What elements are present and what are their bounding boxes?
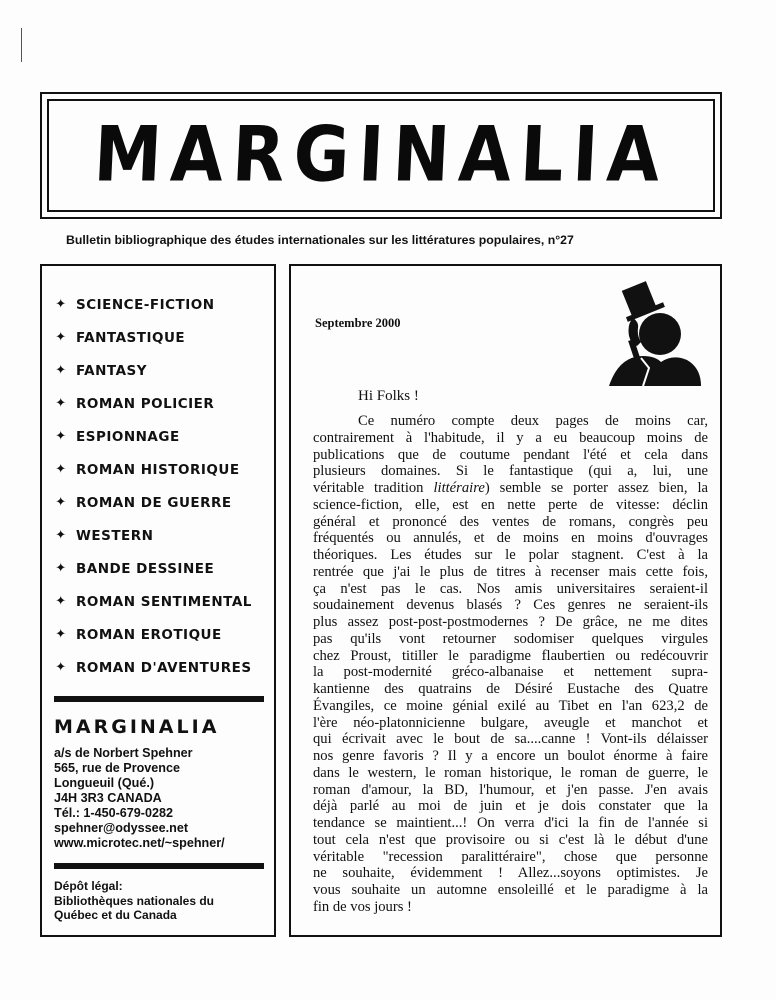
text-line: plusieurs domaines. Si le fantastique (qui a, lui, une xyxy=(313,463,708,480)
genre-list xyxy=(54,288,264,684)
bullet-icon: ✦ xyxy=(55,660,67,675)
sidebar xyxy=(40,264,276,937)
genre-item xyxy=(54,585,264,618)
editorial-column xyxy=(289,264,722,937)
text-line: ne souhaite, évidemment ! Allez...soyons optimistes. Je xyxy=(313,865,708,882)
greeting: Hi Folks ! xyxy=(358,388,419,404)
contact-email: spehner@odyssee.net xyxy=(54,821,189,835)
contact-title: MARGINALIA xyxy=(54,716,220,738)
bullet-icon: ✦ xyxy=(55,297,67,312)
genre-item xyxy=(54,519,264,552)
contact-address xyxy=(54,746,264,851)
legal-line: Dépôt légal: xyxy=(54,879,123,893)
contact-line: a/s de Norbert Spehner xyxy=(54,746,193,760)
genre-label: WESTERN xyxy=(76,527,154,544)
contact-line: 565, rue de Provence xyxy=(54,761,181,775)
legal-deposit xyxy=(54,879,264,923)
bullet-icon: ✦ xyxy=(55,561,67,576)
text-line: général et prononcé des ventes de romans, congrès peu xyxy=(313,513,708,530)
genre-item xyxy=(54,354,264,387)
genre-label: SCIENCE-FICTION xyxy=(76,296,215,313)
masthead-inner-frame xyxy=(47,99,715,212)
genre-label: FANTASTIQUE xyxy=(76,329,186,346)
bullet-icon: ✦ xyxy=(55,330,67,345)
genre-item xyxy=(54,618,264,651)
issue-date: Septembre 2000 xyxy=(315,316,401,330)
text-line: tout cela n'est que provisoire ou si c'est là le début d'une xyxy=(313,831,708,848)
genre-label: FANTASY xyxy=(76,362,148,379)
contact-website: www.microtec.net/~spehner/ xyxy=(54,836,225,850)
masthead-title: MARGINALIA xyxy=(91,111,671,200)
genre-item xyxy=(54,387,264,420)
genre-label: BANDE DESSINEE xyxy=(76,560,215,577)
text-line: publications que de coutume pendant l'été et cela dans xyxy=(313,446,708,463)
text-line: Évangiles, ce moine génial exilé au Tibet en l'an 623,2 de xyxy=(313,697,708,714)
text-line: soudainement devenus blasés ? Ces genres ne seraient-ils xyxy=(313,597,708,614)
text-line: vous souhaite un automne ensoleillé et le paradigme à la xyxy=(313,882,708,898)
text-line: la post-modernité gréco-albanaise et nettement supra- xyxy=(313,664,708,681)
bullet-icon: ✦ xyxy=(55,495,67,510)
legal-line: Québec et du Canada xyxy=(54,908,177,922)
text-line: roman d'amour, la BD, l'humour, et j'en passe. J'en avais xyxy=(313,781,708,798)
genre-item xyxy=(54,651,264,684)
bullet-icon: ✦ xyxy=(55,363,67,378)
bullet-icon: ✦ xyxy=(55,462,67,477)
text-line: Ce numéro compte deux pages de moins car, xyxy=(358,413,708,429)
text-line: rentrée que j'ai le plus de titres à recenser mais cette fois, xyxy=(313,563,708,580)
genre-label: ROMAN D'AVENTURES xyxy=(76,659,252,676)
genre-item xyxy=(54,453,264,486)
bullet-icon: ✦ xyxy=(55,429,67,444)
text-line: véritable "recession paralittéraire", chose que personne xyxy=(313,848,708,865)
contact-phone: Tél.: 1-450-679-0282 xyxy=(54,806,174,820)
editorial-text xyxy=(313,413,708,916)
genre-label: ROMAN POLICIER xyxy=(76,395,215,412)
text-line: dans le western, le roman historique, le roman de guerre, le xyxy=(313,764,708,781)
genre-label: ROMAN HISTORIQUE xyxy=(76,461,240,478)
text-line: ça n'est pas le cas. Nos amis universitaires seraient-il xyxy=(313,580,708,597)
text-line: déjà parlé au moi de juin et je dois constater que la xyxy=(313,798,708,815)
text-line: véritable tradition littéraire) semble se porter assez bien, la xyxy=(313,480,709,496)
divider xyxy=(54,696,264,702)
text-line: qui écrivait avec le bout de sa....canne ! Vont-ils délaisser xyxy=(313,731,708,748)
text-line: fin de vos jours ! xyxy=(313,898,412,915)
bulletin-subtitle: Bulletin bibliographique des études internationales sur les littératures populaires, n°27 xyxy=(66,233,574,247)
genre-label: ROMAN SENTIMENTAL xyxy=(76,593,252,610)
text-line: l'ère néo-platonnicienne bulgare, aveugle et manchot et xyxy=(313,714,708,731)
divider xyxy=(54,863,264,869)
bullet-icon: ✦ xyxy=(55,594,67,609)
genre-label: ROMAN EROTIQUE xyxy=(76,626,222,643)
genre-item xyxy=(54,552,264,585)
top-hat-gentleman-icon xyxy=(603,278,703,388)
text-line: contrairement à l'habitude, il y a eu beaucoup moins de xyxy=(313,429,708,446)
genre-label: ESPIONNAGE xyxy=(76,428,180,445)
genre-label: ROMAN DE GUERRE xyxy=(76,494,232,511)
text-line: nos genre favoris ? Il y a encore un boulot énorme à faire xyxy=(313,748,708,764)
bullet-icon: ✦ xyxy=(55,528,67,543)
contact-line: J4H 3R3 CANADA xyxy=(54,791,162,805)
genre-item xyxy=(54,321,264,354)
text-line: science-fiction, elle, est en nette perte de vitesse: déclin xyxy=(313,496,708,513)
text-line: pas qu'ils vont retourner sodomiser quelques virgules xyxy=(313,630,708,647)
genre-item xyxy=(54,420,264,453)
text-line: kantienne des quatrains de Désiré Eustache des Quatre xyxy=(313,681,708,697)
genre-item xyxy=(54,486,264,519)
bullet-icon: ✦ xyxy=(55,396,67,411)
text-line: tendance se maintient...! On verra d'ici la fin de l'année si xyxy=(313,815,708,831)
contact-line: Longueuil (Qué.) xyxy=(54,776,155,790)
text-line: théoriques. Les études sur le polar stagnent. C'est à la xyxy=(313,547,708,563)
text-line: fréquentés ou annulés, et de moins en moins d'ouvrages xyxy=(313,530,708,547)
text-line: plus assez post-post-postmodernes ? De grâce, ne me dites xyxy=(313,614,708,630)
genre-item xyxy=(54,288,264,321)
legal-line: Bibliothèques nationales du xyxy=(54,893,215,908)
masthead xyxy=(40,92,722,219)
bullet-icon: ✦ xyxy=(55,627,67,642)
margin-mark xyxy=(21,28,22,62)
text-line: chez Proust, titiller le paradigme flaubertien ou redécouvrir xyxy=(313,647,708,664)
